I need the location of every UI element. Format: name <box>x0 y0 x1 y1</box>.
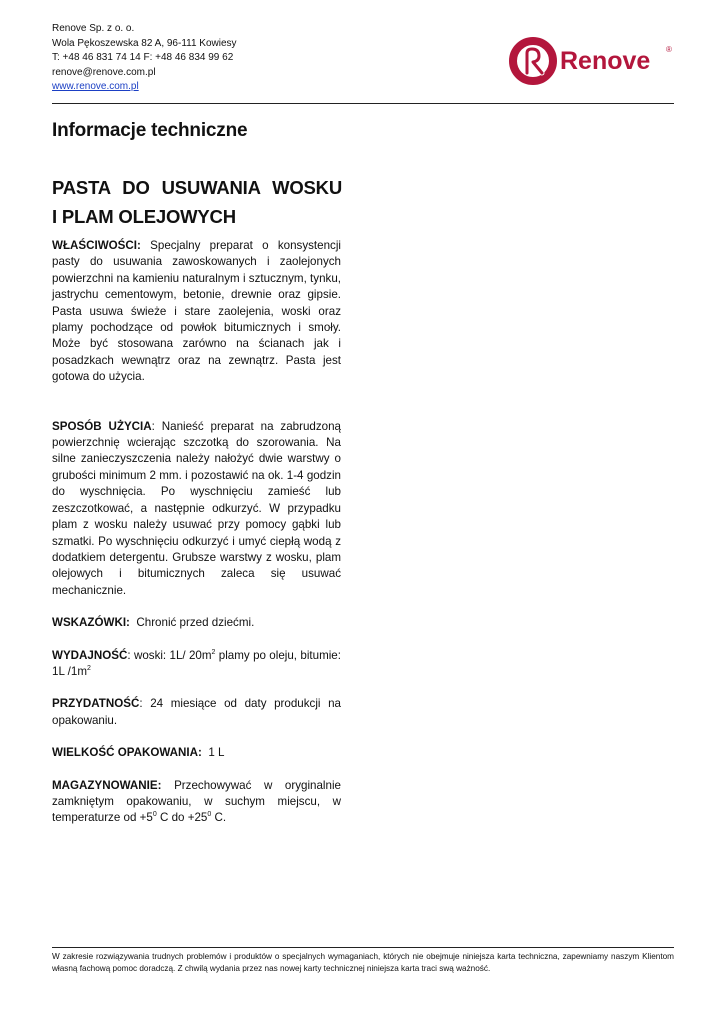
section-shelf-life <box>52 696 341 729</box>
product-name-line-1: PASTA DO USUWANIA WOSKU <box>52 177 342 198</box>
properties-label: WŁAŚCIWOŚCI: <box>52 239 141 252</box>
section-warnings <box>52 615 341 631</box>
renove-logo <box>508 34 678 88</box>
yield-text-a: : woski: 1L/ 20m <box>127 648 212 662</box>
warnings-text: Chronić przed dziećmi. <box>136 616 255 630</box>
section-yield <box>52 648 341 681</box>
package-text: 1 L <box>208 746 225 760</box>
yield-text-b: plamy po oleju, bitumie: 1L /1m <box>52 648 341 678</box>
storage-label: MAGAZYNOWANIE: <box>52 778 162 792</box>
renove-emblem-icon <box>513 41 553 81</box>
footer-divider <box>52 947 674 948</box>
company-phone-fax: T: +48 46 831 74 14 F: +48 46 834 99 62 <box>52 52 234 63</box>
logo-text: Renove <box>560 47 651 75</box>
footer-disclaimer: W zakresie rozwiązywania trudnych problemów i produktów o specjalnych wymaganiach, których nie obejmuje niniejsza karta techniczna, zapewniamy naszym Klientom własną fachową pomoc doradczą. Z chwilą wydania przez nas nowej karty technicznej niniejsza karta traci swą ważność. <box>52 952 674 973</box>
company-name: Renove Sp. z o. o. <box>52 23 135 34</box>
storage-text-a: Przechowywać w oryginalnie zamkniętym opakowaniu, w suchym miejscu, w temperaturze od +5 <box>52 778 341 825</box>
company-address: Wola Pękoszewska 82 A, 96-111 Kowiesy <box>52 37 237 49</box>
storage-text-b: C do +25 <box>156 811 208 825</box>
yield-sup-a: 2 <box>211 648 216 656</box>
usage-text: : Nanieść preparat na zabrudzoną powierzchnię wcierając szczotką do szorowania. Na silne zanieczyszczenia należy nałożyć dwie warstwy o grubości minimum 2 mm. i pozostawić na ok. 1-4 godzin do wyschnięcia. Po wyschnięciu zamieść lub zeszczotkować, a następnie odkurzyć. W przypadku plam z wosku należy usuwać przy pomocy gąbki lub szmatki. Po wyschnięciu odkurzyć i umyć ciepłą wodą z dodatkiem detergentu. Grubsze warstwy z wosku, plam olejowych i bitumicznych zaleca się usuwać mechanicznie. <box>52 419 341 597</box>
shelf-life-label: PRZYDATNOŚĆ <box>52 697 140 711</box>
package-label: WIELKOŚĆ OPAKOWANIA: <box>52 746 202 760</box>
header-divider <box>52 103 674 104</box>
section-properties <box>52 238 341 386</box>
warnings-label: WSKAZÓWKI: <box>52 616 130 630</box>
section-usage <box>52 419 341 599</box>
yield-label: WYDAJNOŚĆ <box>52 648 128 662</box>
yield-sup-b: 2 <box>87 664 91 672</box>
storage-text-c: C. <box>211 811 227 825</box>
shelf-life-text: : 24 miesiące od daty produkcji na opakowaniu. <box>52 697 341 727</box>
company-website-link[interactable]: www.renove.com.pl <box>52 81 139 92</box>
storage-sup-a: 0 <box>152 811 157 819</box>
company-email: renove@renove.com.pl <box>52 66 156 78</box>
properties-text: Specjalny preparat o konsystencji pasty do usuwania zawoskowanych i zaolejonych powierzchni na kamieniu naturalnym i sztucznym, tynku, jastrychu cementowym, betonie, drewnie oraz gipsie. Pasta usuwa świeże i stare zaolejenia, woski oraz plamy pochodzące od powłok bitumicznych i smoły. Może być stosowana zarówno na ścianach jak i posadzkach wewnątrz oraz na zewnątrz. Pasta jest gotowa do użycia. <box>52 239 341 384</box>
company-info <box>52 22 237 95</box>
technical-content <box>52 238 341 827</box>
product-name-line-2: I PLAM OLEJOWYCH <box>52 206 236 227</box>
storage-sup-b: 0 <box>207 811 212 819</box>
logo-registered-mark: ® <box>666 45 672 54</box>
product-name <box>52 173 342 231</box>
section-package <box>52 745 341 761</box>
document-title: Informacje techniczne <box>52 120 248 141</box>
section-storage <box>52 778 341 827</box>
usage-label: SPOSÓB UŻYCIA <box>52 419 152 433</box>
